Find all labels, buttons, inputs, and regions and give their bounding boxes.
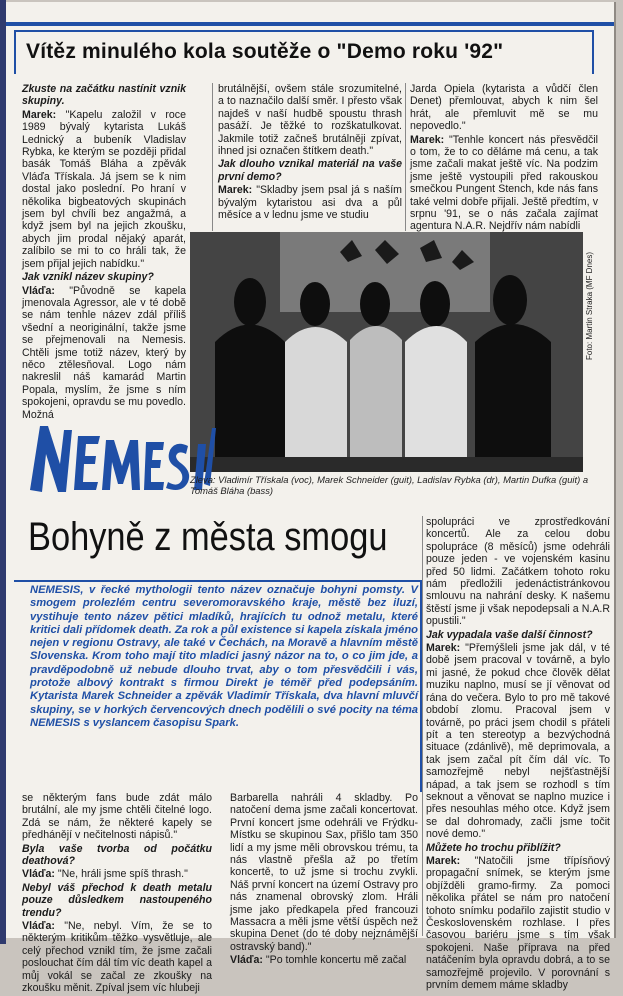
column-3-bottom [426, 516, 610, 992]
interview-question: Zkuste na začátku nastínit vznik skupiny. [22, 83, 186, 108]
answer-text: "Přemýšleli jsme jak dál, v té době jsem pracoval v továrně, a bylo mi jasné, že pokud chce člověk dělat muziku naplno, musí se jí věnovat od rána do večera. Bylo to pro mě takové období zlomu. Pracoval jsem v továrně, po práci jsem chodil s přáteli pít a ten stereotyp a bezvýchodná situace (zdánlivě), mě deprimovala, a tak jsem začal pít čím dál víc. To samozřejmě nebyl nejšťastnější nápad, a tak jsem se rozhodl s tím seknout a věnovat se naplno muzice i přes nesouhlas mého otce. Když jsem se dal dohromady, začli jsme točit nové demo." [426, 642, 610, 841]
text-paragraph [22, 109, 186, 270]
band-photo-illustration [190, 232, 583, 472]
text-paragraph: Barbarella nahráli 4 skladby. Po natočení dema jsme začali koncertovat. První koncert jsme odehráli ve Frýdku-Místku se skupinou Sax, přišlo tam 350 lidí a my jsme měli obrovskou trému, ta nás vlastně přešla až po třetím koncertě, to už jsme si trochu zvykli. Náš první koncert na území Ostravy pro nás znamenal obrovský zlom. Hráli jsme jako předkapela před francouzi Massacra a měli jsme větší úspěch než skupina Denet (do té doby nejznámější ostravský band)." [230, 792, 418, 953]
column-divider [422, 516, 423, 936]
band-photo [190, 232, 583, 472]
interview-question: Nebyl váš přechod k death metalu pouze důsledkem nastoupeného trendu? [22, 881, 212, 919]
answer-text: "Tenhle koncert nás přesvědčil o tom, že to co děláme má cenu, a tak jsme začali makat ještě víc. Na podzim jsme ještě vystoupili před rakouskou smečkou Pungent Stench, kde nás fans také velmi dobře přijali. Ještě předtím, v srpnu '91, se o nás začala zajímat agentura N.A.R. Nejdřív nám nabídli [410, 133, 598, 233]
text-paragraph: se některým fans bude zdát málo brutální, ale my jsme chtěli čitelné logo. Zdá se nám, že některé kapely se předhánějí v nečitelnosti nápisů." [22, 792, 212, 842]
answer-text: "Skladby jsem psal já s naším bývalým kytaristou asi dva a půl měsíce a v lednu jsme ve studiu [218, 184, 402, 222]
column-1-top [22, 83, 186, 422]
column-3-top [410, 83, 598, 234]
article-headline: Vítěz minulého kola soutěže o "Demo roku '92" [26, 40, 504, 63]
text-paragraph [22, 868, 212, 880]
column-2-bottom [230, 792, 418, 968]
interview-question: Jak dlouho vznikal materiál na vaše první demo? [218, 158, 402, 183]
nemesis-logo [26, 420, 216, 498]
text-paragraph: spolupráci ve zprostředkování koncertů. Ale za celou dobu spolupráce (8 měsíců) jsme odehráli pouze jeden - ve vojenském kasinu před 50 lidmi. Začátkem tohoto roku nám předložili jedenáctistránkovou smlouvu na nahrání desky. K našemu štěstí jsme ji však nepodepsali a N.A.R opustili." [426, 516, 610, 628]
speaker-name: Vláďa: [22, 868, 55, 881]
text-paragraph: brutálnější, ovšem stále srozumitelné, a to naznačilo další směr. I přesto však najdeš v naší hudbě spoustu thrash pasáží. Je těžké to rozškatulkovat. Jakmile totiž začneš brutálněji zpívat, ihned jsi označen štítkem death." [218, 83, 402, 158]
text-paragraph [22, 285, 186, 421]
answer-text: "Ne, hráli jsme spíš thrash." [54, 868, 188, 881]
speaker-name: Marek: [218, 184, 253, 197]
interview-question: Můžete ho trochu přiblížit? [426, 841, 561, 854]
column-1-bottom [22, 792, 212, 996]
text-paragraph [218, 184, 402, 221]
answer-text: "Ne, nebyl. Vím, že se to některým kritikům těžko vysvětluje, ale celý přechod vznikl tím, že jsme začali poslouchat čím dál tím víc death kapel a můj vokál se začal ze zkoušky na zkoušku měnit. Zpíval jsem víc hlubeji [22, 920, 212, 995]
interview-question: Byla vaše tvorba od počátku deathová? [22, 842, 212, 868]
speaker-name: Marek: [426, 642, 461, 655]
answer-text: "Kapelu založil v roce 1989 bývalý kytarista Lukáš Lednický a bubeník Vladislav Rybka, ke kterým se později přidal basák Tomáš Bláha a zpěvák Vláďa Třískala. Já jsem se k nim dostal jako poslední. Po hraní v několika bigbeatových skupinách jsem byl chvíli bez angažmá, a když jsem byl na jejich zkoušku, abych jim prodal nějaký aparát, zalíbilo se mi to co hráli tak, že jsem přijal jejich nabídku." [22, 108, 186, 270]
photo-credit: Foto: Martin Straka (MF Dnes) [585, 251, 594, 360]
text-paragraph [22, 920, 212, 994]
speaker-name: Marek: [22, 108, 57, 121]
interview-question: Jak vznikl název skupiny? [22, 271, 154, 284]
top-blue-rule [6, 22, 614, 26]
column-divider [405, 83, 406, 231]
lead-paragraph: NEMESIS, v řecké mythologii tento název označuje bohyni pomsty. V smogem prolezlém centru severomoravského kraje, městě bez iluzí, vystihuje tento název pětici mladíků, hrajících tu odnož metalu, které kritici dali přídomek death. Za rok a půl existence si kapela získala jméno nejen v regionu Ostravy, ale také v Čechách, na Moravě a hlavním městě Slovenska. Krom toho mají tito mladíci jasný názor na to, o co jim jde, a pravděpodobně už nebude dlouho trvat, aby o tom přesvědčili i vás, protože albový kontrakt s firmou Direkt je téměř před podepsáním. Kytarista Marek Schneider a zpěvák Vladimír Třískala, dva hlavní mluvčí skupiny, se v horkých červencových dnech podělili o své pocity na téma NEMESIS s vyslancem časopisu Spark. [30, 584, 418, 729]
text-paragraph [230, 954, 418, 966]
speaker-name: Vláďa: [22, 284, 55, 297]
answer-text: "Natočili jsme třípísňový propagační snímek, se kterým jsme objížděli gramo-firmy. Za pomoci několika přátel se nám pro natočení tohoto snímku podařilo zajistit studio v Československém rozhlase. I přes časovou bariéru jsme s tím však spokojeni. Naše přípravа na před natáčením byla opravdu dobrá, a to se samozřejmě projevilo. V porovnání s prvním demem máme skladby [426, 854, 610, 992]
text-paragraph [410, 134, 598, 233]
column-divider [212, 83, 213, 231]
column-2-top [218, 83, 402, 222]
text-paragraph [426, 855, 610, 991]
photo-caption: Zleva: Vladimír Třískala (voc), Marek Schneider (guit), Ladislav Rybka (dr), Martin Dufka (guit) a Tomáš Bláha (bass) [190, 474, 589, 497]
speaker-name: Marek: [410, 133, 445, 146]
speaker-name: Marek: [426, 854, 461, 867]
answer-text: "Původně se kapela jmenovala Agressor, ale v té době se nám tenhle název zdál příliš všední a neoriginální, takže jsme se přejmenovali na Nemesis. Chtěli jsme totiž název, který by něco ztělesňoval. Logo nám nakreslil náš kamarád Martin Popala, myslím, že jsme s ním spokojeni, opravdu se mu povedlo. Možná [22, 284, 186, 421]
text-paragraph: Jarda Opiela (kytarista a vůdčí člen Denet) přemlouvat, abych k nim šel hrát, ale přemluvit mě se mu nepovedlo." [410, 83, 598, 133]
interview-question: Jak vypadala vaše další činnost? [426, 628, 593, 641]
speaker-name: Vláďa: [22, 920, 55, 933]
text-paragraph [426, 642, 610, 841]
answer-text: "Po tomhle koncertu mě začal [262, 954, 407, 967]
article-title: Bohyně z města smogu [28, 515, 388, 559]
speaker-name: Vláďa: [230, 954, 263, 967]
